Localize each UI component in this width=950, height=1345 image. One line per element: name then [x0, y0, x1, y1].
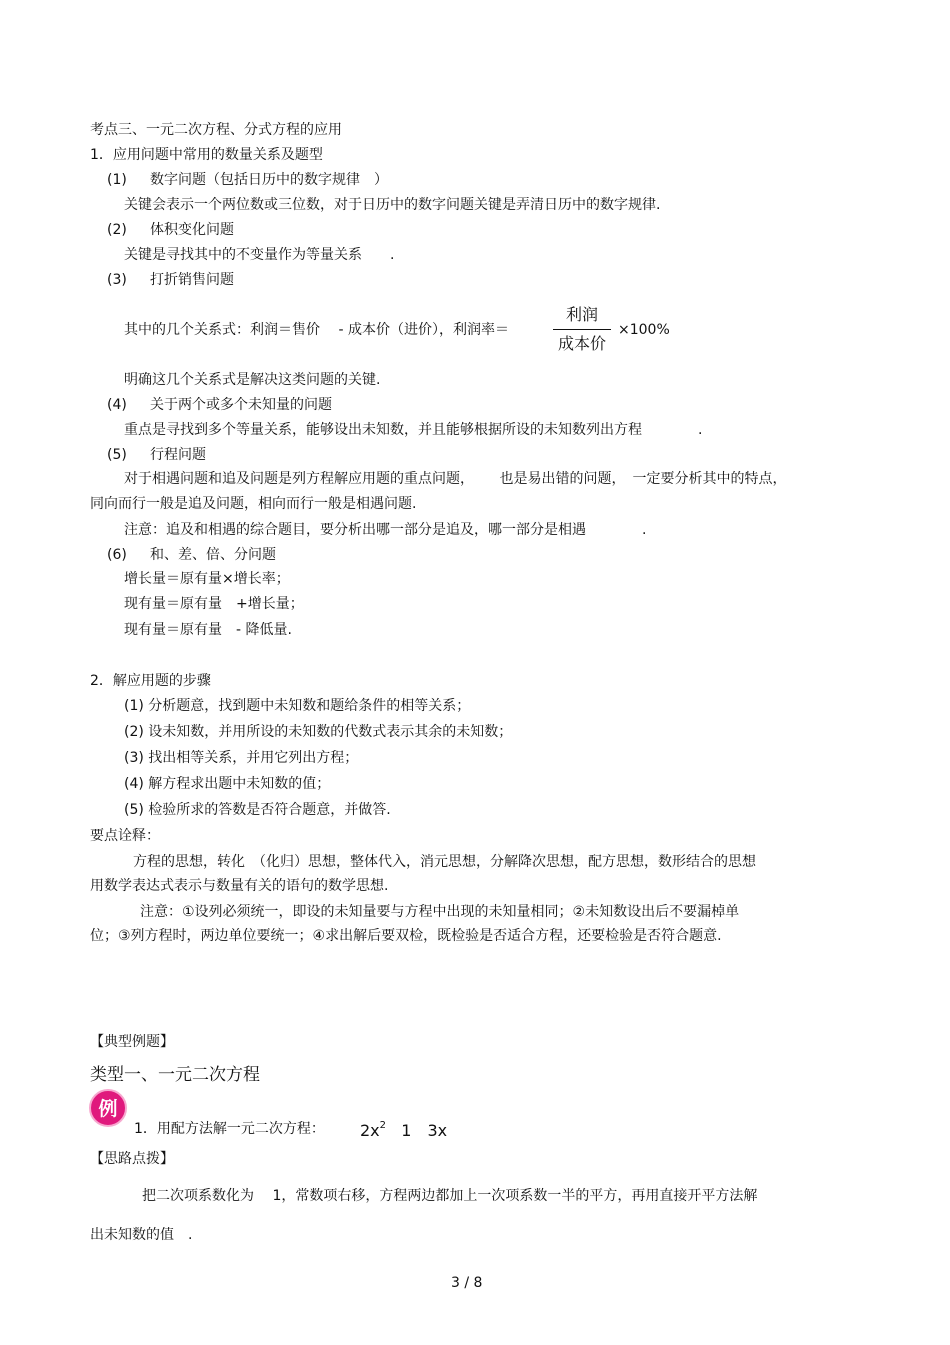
s2-title: 体积变化问题 [150, 222, 234, 238]
item2-heading: 2．解应用题的步骤 [90, 673, 211, 689]
equation-exponent: 2 [379, 1119, 387, 1131]
s1-text: 关键会表示一个两位数或三位数，对于日历中的数字问题关键是弄清日历中的数字规律. [124, 197, 661, 213]
s6-line1: 增长量＝原有量×增长率； [124, 571, 290, 587]
s5-text-line2: 同向而行一般是追及问题，相向而行一般是相遇问题. [90, 496, 417, 512]
s3-number: (3) [107, 272, 127, 288]
s1-number: (1) [107, 172, 127, 188]
s5-text-line1: 对于相遇问题和追及问题是列方程解应用题的重点问题， 也是易出错的问题， 一定要分析其中的特点， [124, 471, 787, 487]
key-points-p2-line1: 注意：①设列必须统一，即设的未知量要与方程中出现的未知量相同；②未知数设出后不要漏棹单 [140, 904, 740, 920]
s6-title: 和、差、倍、分问题 [150, 547, 276, 563]
s6-line3: 现有量＝原有量 - 降低量. [124, 622, 292, 638]
s5-note: 注意：追及和相遇的综合题目，要分析出哪一部分是追及，哪一部分是相遇 . [124, 522, 647, 538]
s1-title: 数字问题（包括日历中的数字规律 ） [150, 172, 388, 188]
badge-text: 例 [98, 1098, 118, 1120]
item1-heading: 1．应用问题中常用的数量关系及题型 [90, 147, 323, 163]
s4-text: 重点是寻找到多个等量关系，能够设出未知数，并且能够根据所设的未知数列出方程 . [124, 422, 703, 438]
s2-text: 关键是寻找其中的不变量作为等量关系 . [124, 247, 395, 263]
equation-term-a: 2x [360, 1121, 380, 1140]
step-4: (4) 解方程求出题中未知数的值； [124, 776, 331, 792]
profit-rate-fraction [553, 304, 611, 355]
step-5: (5) 检验所求的答数是否符合题意，并做答. [124, 802, 391, 818]
type1-heading: 类型一、一元二次方程 [90, 1065, 260, 1085]
step-1: (1) 分析题意，找到题中未知数和题给条件的相等关系； [124, 698, 471, 714]
example-badge-icon [88, 1088, 130, 1130]
equation-term-b: 1 3x [401, 1121, 448, 1140]
fraction-denominator: 成本价 [557, 334, 606, 353]
fraction-numerator: 利润 [565, 305, 598, 324]
s4-number: (4) [107, 397, 127, 413]
example1-equation [360, 1118, 447, 1141]
key-points-p1-line1: 方程的思想，转化 （化归）思想，整体代入，消元思想，分解降次思想，配方思想，数形结合的思想 [133, 854, 756, 870]
s5-number: (5) [107, 447, 127, 463]
s3-formula-suffix: ×100% [618, 322, 670, 338]
s3-formula-prefix: 其中的几个关系式：利润＝售价 - 成本价（进价），利润率＝ [124, 322, 509, 338]
example1-text: 1．用配方法解一元二次方程： [134, 1121, 325, 1137]
hint-heading: 【思路点拨】 [90, 1151, 174, 1167]
key-points-heading: 要点诠释： [90, 828, 160, 844]
s4-title: 关于两个或多个未知量的问题 [150, 397, 332, 413]
hint-text-line2: 出未知数的值 . [90, 1227, 193, 1243]
key-points-p2-line2: 位；③列方程时，两边单位要统一；④求出解后要双检，既检验是否适合方程，还要检验是否符合题意. [90, 928, 722, 944]
s2-number: (2) [107, 222, 127, 238]
s6-number: (6) [107, 547, 127, 563]
step-2: (2) 设未知数，并用所设的未知数的代数式表示其余的未知数； [124, 724, 513, 740]
s6-line2: 现有量＝原有量 +增长量； [124, 596, 304, 612]
hint-text-line1: 把二次项系数化为 1，常数项右移，方程两边都加上一次项系数一半的平方，再用直接开平方法解 [142, 1188, 758, 1204]
fraction-bar [553, 329, 611, 330]
s3-title: 打折销售问题 [150, 272, 234, 288]
key-points-p1-line2: 用数学表达式表示与数量有关的语句的数学思想. [90, 878, 389, 894]
s5-title: 行程问题 [150, 447, 206, 463]
step-3: (3) 找出相等关系，并用它列出方程； [124, 750, 359, 766]
section-title: 考点三、一元二次方程、分式方程的应用 [90, 122, 342, 138]
examples-heading: 【典型例题】 [90, 1034, 174, 1050]
s3-text: 明确这几个关系式是解决这类问题的关键. [124, 372, 381, 388]
page-number: 3 / 8 [451, 1275, 483, 1291]
